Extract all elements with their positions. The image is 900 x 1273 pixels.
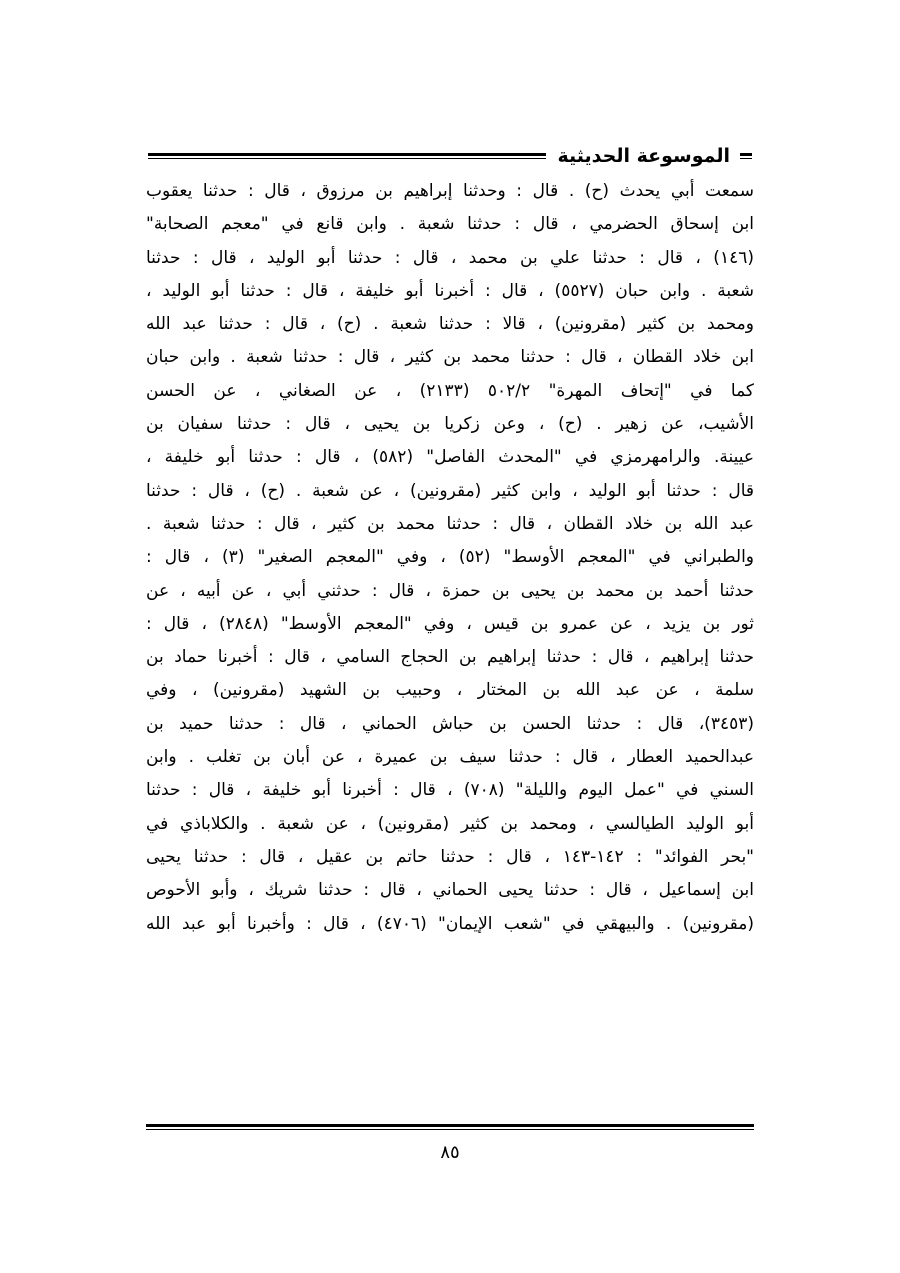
text-line: سمعت أبي يحدث (ح) . قال : وحدثنا إبراهيم بن مرزوق ، قال : حدثنا يعقوب <box>146 181 754 201</box>
text-line: عبدالحميد العطار ، قال : حدثنا سيف بن عميرة ، عن أبان بن تغلب . وابن <box>146 747 754 768</box>
header-title: الموسوعة الحديثية <box>557 144 730 167</box>
footer-rule <box>146 1124 754 1130</box>
text-line: الأشيب، عن زهير . (ح) ، وعن زكريا بن يحيى ، قال : حدثنا سفيان بن <box>146 414 754 435</box>
text-line: عيينة. والرامهرمزي في "المحدث الفاصل" (٥٨٢) ، قال : حدثنا أبو خليفة ، <box>146 447 754 468</box>
text-line: سلمة ، عن عبد الله بن المختار ، وحبيب بن الشهيد (مقرونين) ، وفي <box>146 680 754 701</box>
text-line: (١٤٦) ، قال : حدثنا علي بن محمد ، قال : حدثنا أبو الوليد ، قال : حدثنا <box>146 247 754 268</box>
text-line: ومحمد بن كثير (مقرونين) ، قالا : حدثنا شعبة . (ح) ، قال : حدثنا عبد الله <box>146 314 754 335</box>
text-line: حدثنا إبراهيم ، قال : حدثنا إبراهيم بن الحجاج السامي ، قال : أخبرنا حماد بن <box>146 647 754 668</box>
text-line: شعبة . وابن حبان (٥٥٢٧) ، قال : أخبرنا أبو خليفة ، قال : حدثنا أبو الوليد ، <box>146 280 754 301</box>
text-line: ابن إسماعيل ، قال : حدثنا يحيى الحماني ، قال : حدثنا شريك ، وأبو الأحوص <box>146 880 754 901</box>
text-line: كما في "إتحاف المهرة" ٥٠٢/٢ (٢١٣٣) ، عن الصغاني ، عن الحسن <box>146 380 754 401</box>
page-number: ٨٥ <box>440 1142 460 1163</box>
text-line: "بحر الفوائد" : ١٤٢-١٤٣ ، قال : حدثنا حاتم بن عقيل ، قال : حدثنا يحيى <box>146 846 754 867</box>
text-line: أبو الوليد الطيالسي ، ومحمد بن كثير (مقرونين) ، عن شعبة . والكلاباذي في <box>146 813 754 834</box>
text-line: حدثنا أحمد بن محمد بن يحيى بن حمزة ، قال : حدثني أبي ، عن أبيه ، عن <box>146 580 754 601</box>
running-header <box>148 139 752 173</box>
header-rule-right <box>740 153 752 159</box>
text-line: عبد الله بن خلاد القطان ، قال : حدثنا محمد بن كثير ، قال : حدثنا شعبة . <box>146 513 754 534</box>
header-rule-left <box>148 153 546 159</box>
text-line: (٣٤٥٣)، قال : حدثنا الحسن بن حباش الحماني ، قال : حدثنا حميد بن <box>146 713 754 734</box>
body-text <box>146 175 754 1105</box>
text-line: ابن إسحاق الحضرمي ، قال : حدثنا شعبة . وابن قانع في "معجم الصحابة" <box>146 214 754 235</box>
text-line: (مقرونين) . والبيهقي في "شعب الإيمان" (٤٧٠٦) ، قال : وأخبرنا أبو عبد الله <box>146 913 754 934</box>
text-line: والطبراني في "المعجم الأوسط" (٥٢) ، وفي "المعجم الصغير" (٣) ، قال : <box>146 547 754 568</box>
text-line: قال : حدثنا أبو الوليد ، وابن كثير (مقرونين) ، عن شعبة . (ح) ، قال : حدثنا <box>146 480 754 501</box>
text-line: ثور بن يزيد ، عن عمرو بن قيس ، وفي "المعجم الأوسط" (٢٨٤٨) ، قال : <box>146 613 754 634</box>
text-line: ابن خلاد القطان ، قال : حدثنا محمد بن كثير ، قال : حدثنا شعبة . وابن حبان <box>146 347 754 368</box>
text-line: السني في "عمل اليوم والليلة" (٧٠٨) ، قال : أخبرنا أبو خليفة ، قال : حدثنا <box>146 780 754 801</box>
